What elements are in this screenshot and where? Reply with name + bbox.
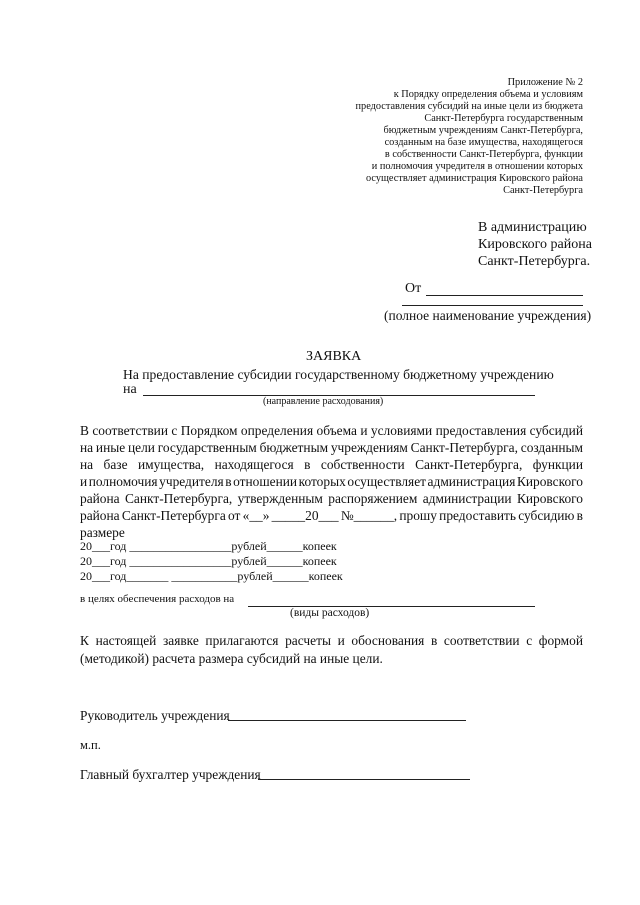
head-signature-label: Руководитель учреждения [80,708,230,723]
body-line: В соответствии с Порядком определения объема и условиями предоставления субсидий [80,423,583,438]
purpose-caption: (направление расходования) [263,396,384,407]
amount-row[interactable]: 20___год_______ ___________рублей______копеек [80,569,343,583]
appendix-line: осуществляет администрация Кировского района [366,173,583,184]
purpose-prefix: на [123,382,137,397]
accountant-signature-line[interactable] [258,779,470,780]
body-line: размере [80,525,125,540]
stamp-label: м.п. [80,738,101,752]
head-signature-line[interactable] [228,720,466,721]
appendix-line: предоставления субсидий на иные цели из бюджета [355,101,583,112]
addressee-line: В администрацию [478,220,587,235]
expenses-caption: (виды расходов) [290,607,370,619]
body-line: на иные цели государственным бюджетным учреждениям Санкт-Петербурга, созданным [80,440,583,455]
attachment-line: К настоящей заявке прилагаются расчеты и обоснования в соответствии с формой [80,633,583,648]
from-caption: (полное наименование учреждения) [384,308,592,323]
appendix-line: бюджетным учреждениям Санкт-Петербурга, [383,125,583,136]
addressee-line: Кировского района [478,237,592,252]
appendix-line: созданным на базе имущества, находящегося [384,137,583,148]
from-field-line[interactable] [426,295,583,296]
appendix-line: Санкт-Петербурга государственным [424,113,583,124]
body-line: и полномочия учредителя в отношении которых осуществляет администрация Кировского [80,474,583,489]
amount-row[interactable]: 20___год _________________рублей______копеек [80,539,337,553]
appendix-line: Санкт-Петербурга [503,185,583,196]
body-line: района Санкт-Петербурга, утвержденным распоряжением администрации Кировского [80,491,583,506]
body-line: района Санкт-Петербурга от «__» _____20___ №______, прошу предоставить субсидию в [80,508,583,523]
appendix-line: Приложение № 2 [507,77,583,88]
appendix-line: в собственности Санкт-Петербурга, функции [384,149,583,160]
document-title: ЗАЯВКА [306,349,362,364]
appendix-line: к Порядку определения объема и условиям [393,89,583,100]
from-label: От [405,281,422,296]
body-line: на базе имущества, находящегося в собственности Санкт-Петербурга, функции [80,457,583,472]
addressee-line: Санкт-Петербурга. [478,254,591,269]
expenses-label: в целях обеспечения расходов на [80,593,235,605]
from-field-line-2[interactable] [402,305,583,306]
attachment-line: (методикой) расчета размера субсидий на иные цели. [80,651,383,666]
document-subtitle: На предоставление субсидии государственному бюджетному учреждению [123,367,554,382]
accountant-signature-label: Главный бухгалтер учреждения [80,767,261,782]
appendix-line: и полномочия учредителя в отношении которых [371,161,583,172]
amount-row[interactable]: 20___год _________________рублей______копеек [80,554,337,568]
